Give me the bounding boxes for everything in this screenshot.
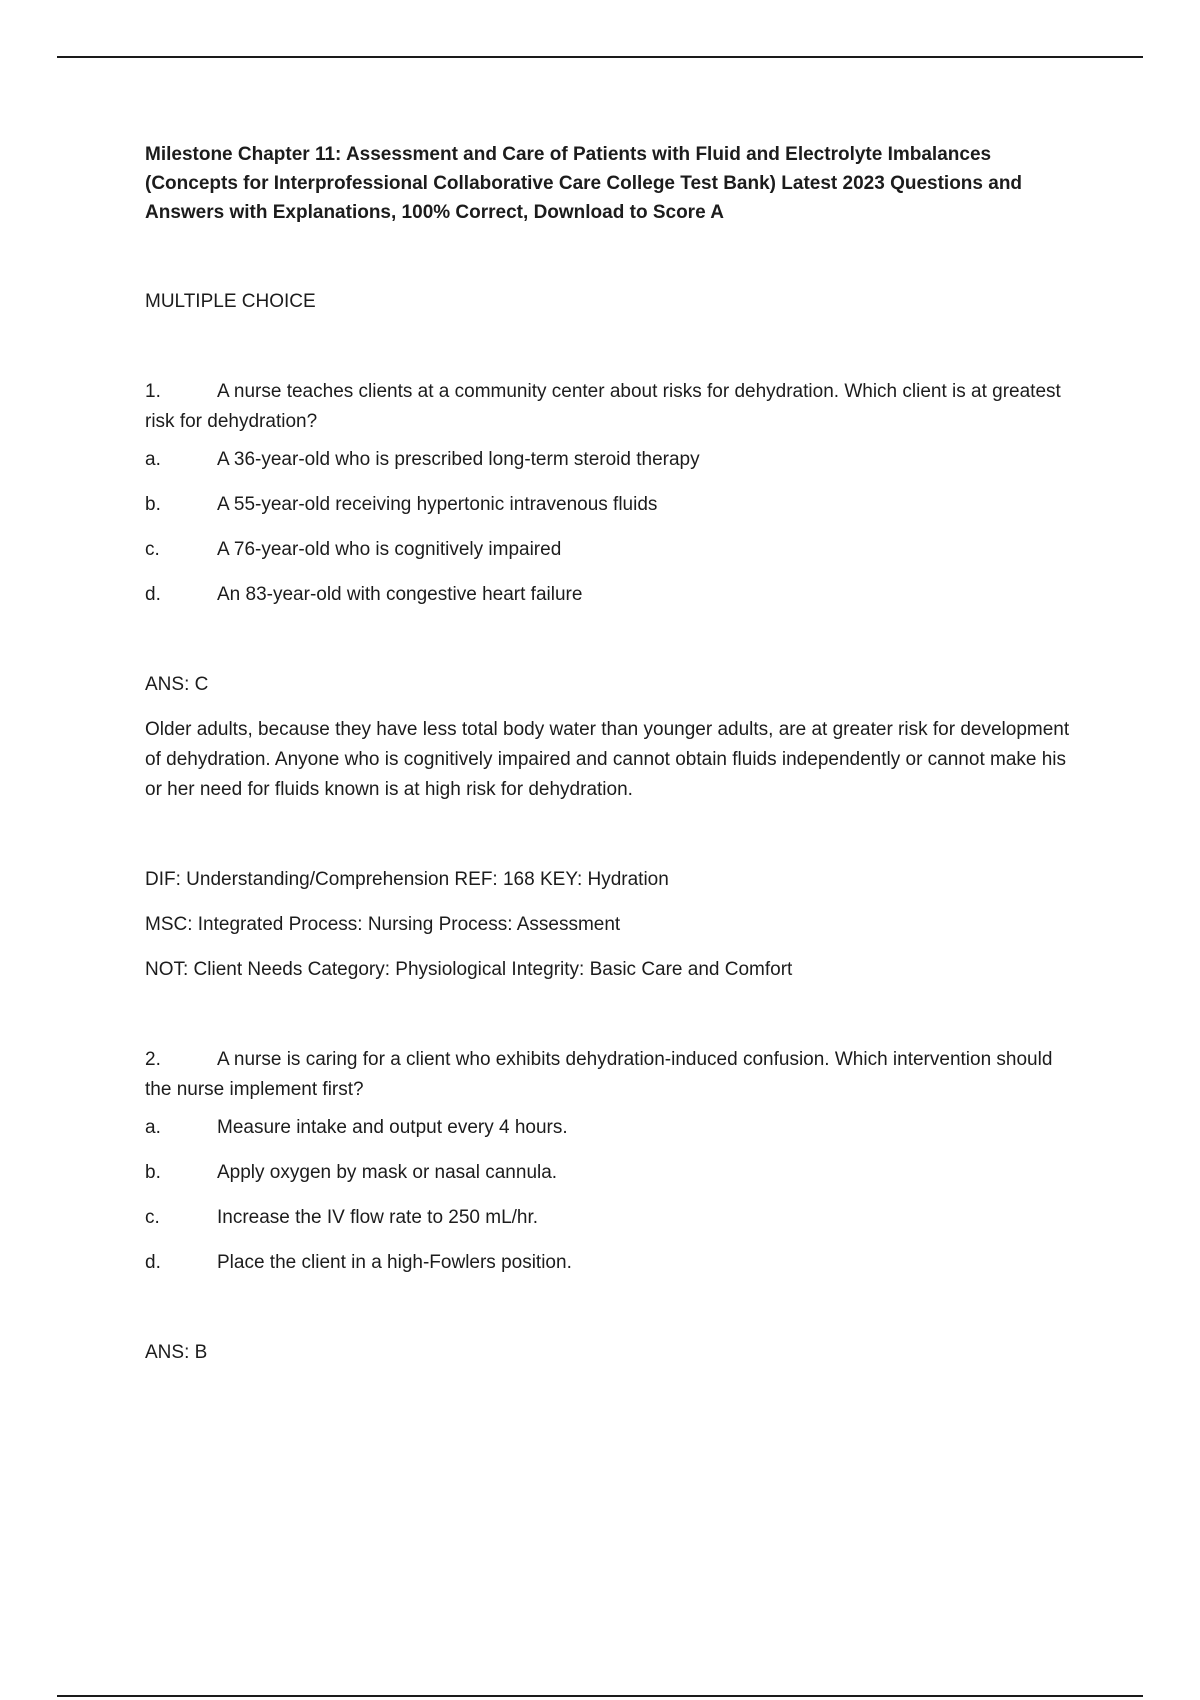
option-c — [145, 535, 1080, 565]
option-text: Place the client in a high-Fowlers position. — [217, 1252, 572, 1273]
question-stem — [145, 377, 1080, 437]
option-text: Measure intake and output every 4 hours. — [217, 1117, 568, 1138]
bottom-rule — [57, 1695, 1143, 1697]
document-title: Milestone Chapter 11: Assessment and Care of Patients with Fluid and Electrolyte Imbalances (Concepts for Interprofessional Collaborative Care College Test Bank) Latest 2023 Questions and Answers with Explanations, 100% Correct, Download to Score A — [145, 144, 1023, 223]
meta-difficulty: DIF: Understanding/Comprehension REF: 168 KEY: Hydration — [145, 869, 669, 890]
question-text: A nurse is caring for a client who exhibits dehydration-induced confusion. Which intervention should the nurse implement first? — [145, 1049, 1053, 1100]
meta-msc: MSC: Integrated Process: Nursing Process: Assessment — [145, 914, 621, 935]
question-metadata — [145, 865, 1080, 985]
question-text: A nurse teaches clients at a community center about risks for dehydration. Which client is at greatest risk for dehydration? — [145, 381, 1061, 432]
option-letter: c. — [145, 539, 160, 560]
question-2 — [145, 1045, 1080, 1368]
meta-not: NOT: Client Needs Category: Physiological Integrity: Basic Care and Comfort — [145, 959, 793, 980]
question-number: 2. — [145, 1049, 161, 1070]
option-a — [145, 1113, 1080, 1143]
option-b — [145, 490, 1080, 520]
option-letter: b. — [145, 1162, 161, 1183]
option-letter: a. — [145, 449, 161, 470]
option-letter: a. — [145, 1117, 161, 1138]
option-letter: c. — [145, 1207, 160, 1228]
option-d — [145, 1248, 1080, 1278]
option-d — [145, 580, 1080, 610]
answer-explanation: Older adults, because they have less total body water than younger adults, are at greater risk for development of dehydration. Anyone who is cognitively impaired and cannot obtain fluids independently or cannot make his or her need for fluids known is at high risk for dehydration. — [145, 719, 1070, 800]
option-text: A 55-year-old receiving hypertonic intravenous fluids — [217, 494, 658, 515]
option-text: A 76-year-old who is cognitively impaired — [217, 539, 562, 560]
answer-key: ANS: C — [145, 674, 209, 695]
option-text: A 36-year-old who is prescribed long-term steroid therapy — [217, 449, 700, 470]
option-list — [145, 445, 1080, 610]
top-rule — [57, 56, 1143, 58]
option-list — [145, 1113, 1080, 1278]
option-letter: d. — [145, 1252, 161, 1273]
document-body — [145, 140, 1080, 1368]
question-number: 1. — [145, 381, 161, 402]
option-a — [145, 445, 1080, 475]
option-c — [145, 1203, 1080, 1233]
question-1 — [145, 377, 1080, 985]
option-letter: b. — [145, 494, 161, 515]
option-text: Apply oxygen by mask or nasal cannula. — [217, 1162, 558, 1183]
question-stem — [145, 1045, 1080, 1105]
option-text: An 83-year-old with congestive heart failure — [217, 584, 583, 605]
option-b — [145, 1158, 1080, 1188]
answer-key: ANS: B — [145, 1342, 208, 1363]
option-text: Increase the IV flow rate to 250 mL/hr. — [217, 1207, 539, 1228]
section-heading: MULTIPLE CHOICE — [145, 291, 316, 312]
option-letter: d. — [145, 584, 161, 605]
